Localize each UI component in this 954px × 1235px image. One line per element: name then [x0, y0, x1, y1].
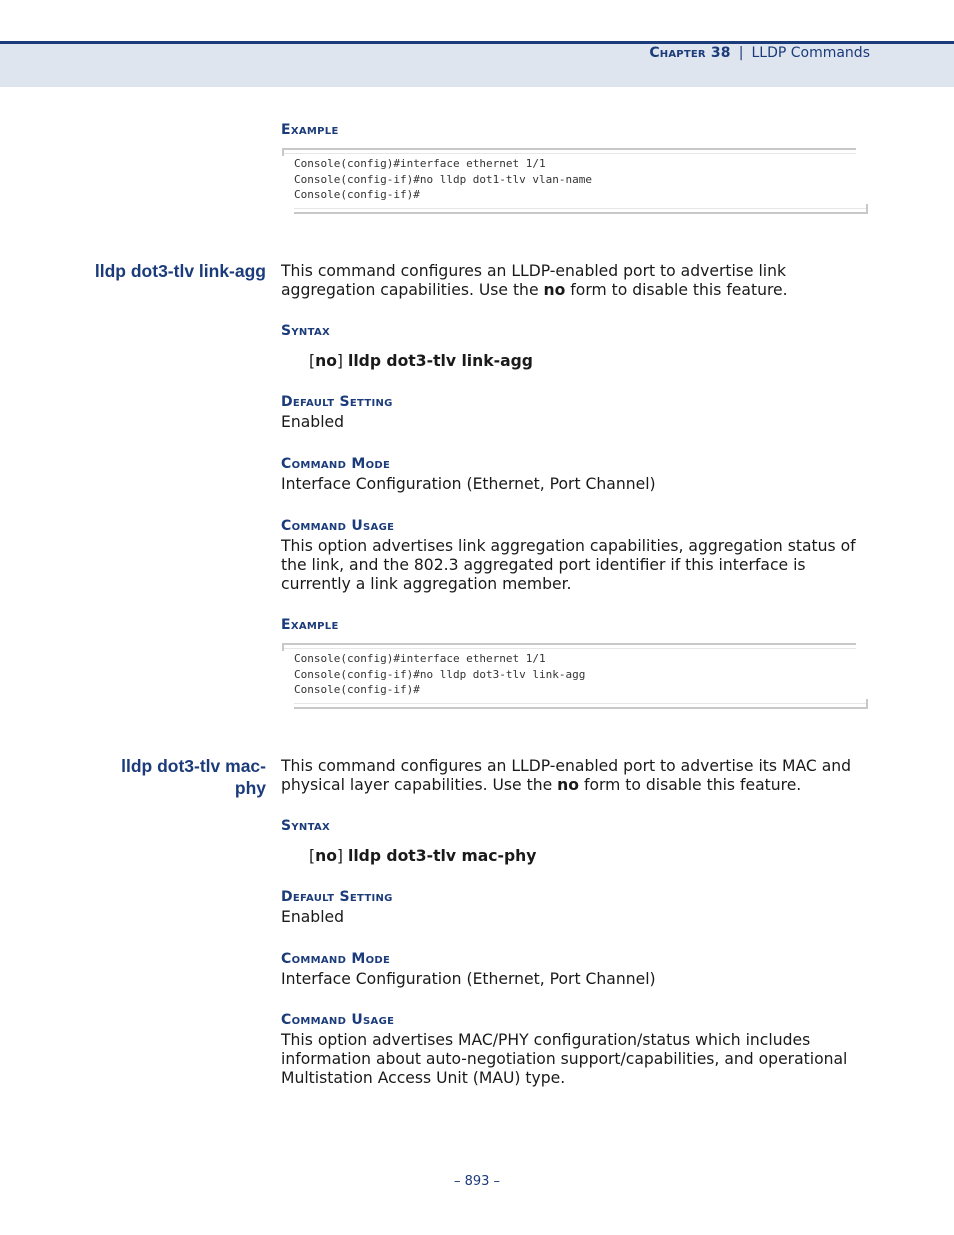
code-line: Console(config)#interface ethernet 1/1	[294, 652, 546, 665]
code-line: Console(config-if)#	[294, 683, 420, 696]
code-example-2	[282, 643, 868, 711]
code-line: Console(config-if)#	[294, 188, 420, 201]
code-example-1	[282, 148, 868, 216]
example-heading: Example	[281, 122, 339, 138]
default-heading: Default Setting	[281, 394, 393, 410]
default-heading: Default Setting	[281, 889, 393, 905]
mode-value: Interface Configuration (Ethernet, Port Channel)	[281, 970, 656, 988]
code-line: Console(config-if)#no lldp dot1-tlv vlan-name	[294, 172, 593, 186]
default-value: Enabled	[281, 908, 345, 926]
running-header	[649, 45, 870, 61]
command-description: This command configures an LLDP-enabled port to advertise its MAC and physical layer capabilities. Use the no form to disable this feature.	[281, 757, 852, 794]
syntax-heading: Syntax	[281, 323, 330, 339]
command-title-link-agg: lldp dot3-tlv link-agg	[94, 261, 266, 281]
mode-heading: Command Mode	[281, 456, 391, 472]
usage-value: This option advertises MAC/PHY configuration/status which includes information about auto-negotiation support/capabilities, and operational Multistation Access Unit (MAU) type.	[281, 1031, 848, 1087]
code-line: Console(config-if)#no lldp dot3-tlv link-agg	[294, 667, 586, 681]
usage-heading: Command Usage	[281, 1012, 395, 1028]
example-heading: Example	[281, 617, 339, 633]
usage-heading: Command Usage	[281, 518, 395, 534]
header-separator: |	[738, 45, 744, 61]
section-label: LLDP Commands	[751, 45, 870, 61]
command-description: This command configures an LLDP-enabled port to advertise link aggregation capabilities. Use the no form to disable this feature.	[281, 262, 788, 299]
mode-value: Interface Configuration (Ethernet, Port Channel)	[281, 475, 656, 493]
chapter-label: Chapter 38	[649, 45, 731, 61]
syntax-heading: Syntax	[281, 818, 330, 834]
code-line: Console(config)#interface ethernet 1/1	[294, 157, 546, 170]
syntax-line: [no] lldp dot3-tlv link-agg	[309, 352, 533, 370]
usage-value: This option advertises link aggregation capabilities, aggregation status of the link, and the 802.3 aggregated port identifier if this interface is currently a link aggregation member.	[281, 537, 856, 593]
page-number: – 893 –	[453, 1174, 501, 1189]
syntax-line: [no] lldp dot3-tlv mac-phy	[309, 847, 537, 865]
command-title-mac-phy: lldp dot3-tlv mac- phy	[121, 756, 266, 798]
default-value: Enabled	[281, 413, 345, 431]
mode-heading: Command Mode	[281, 951, 391, 967]
